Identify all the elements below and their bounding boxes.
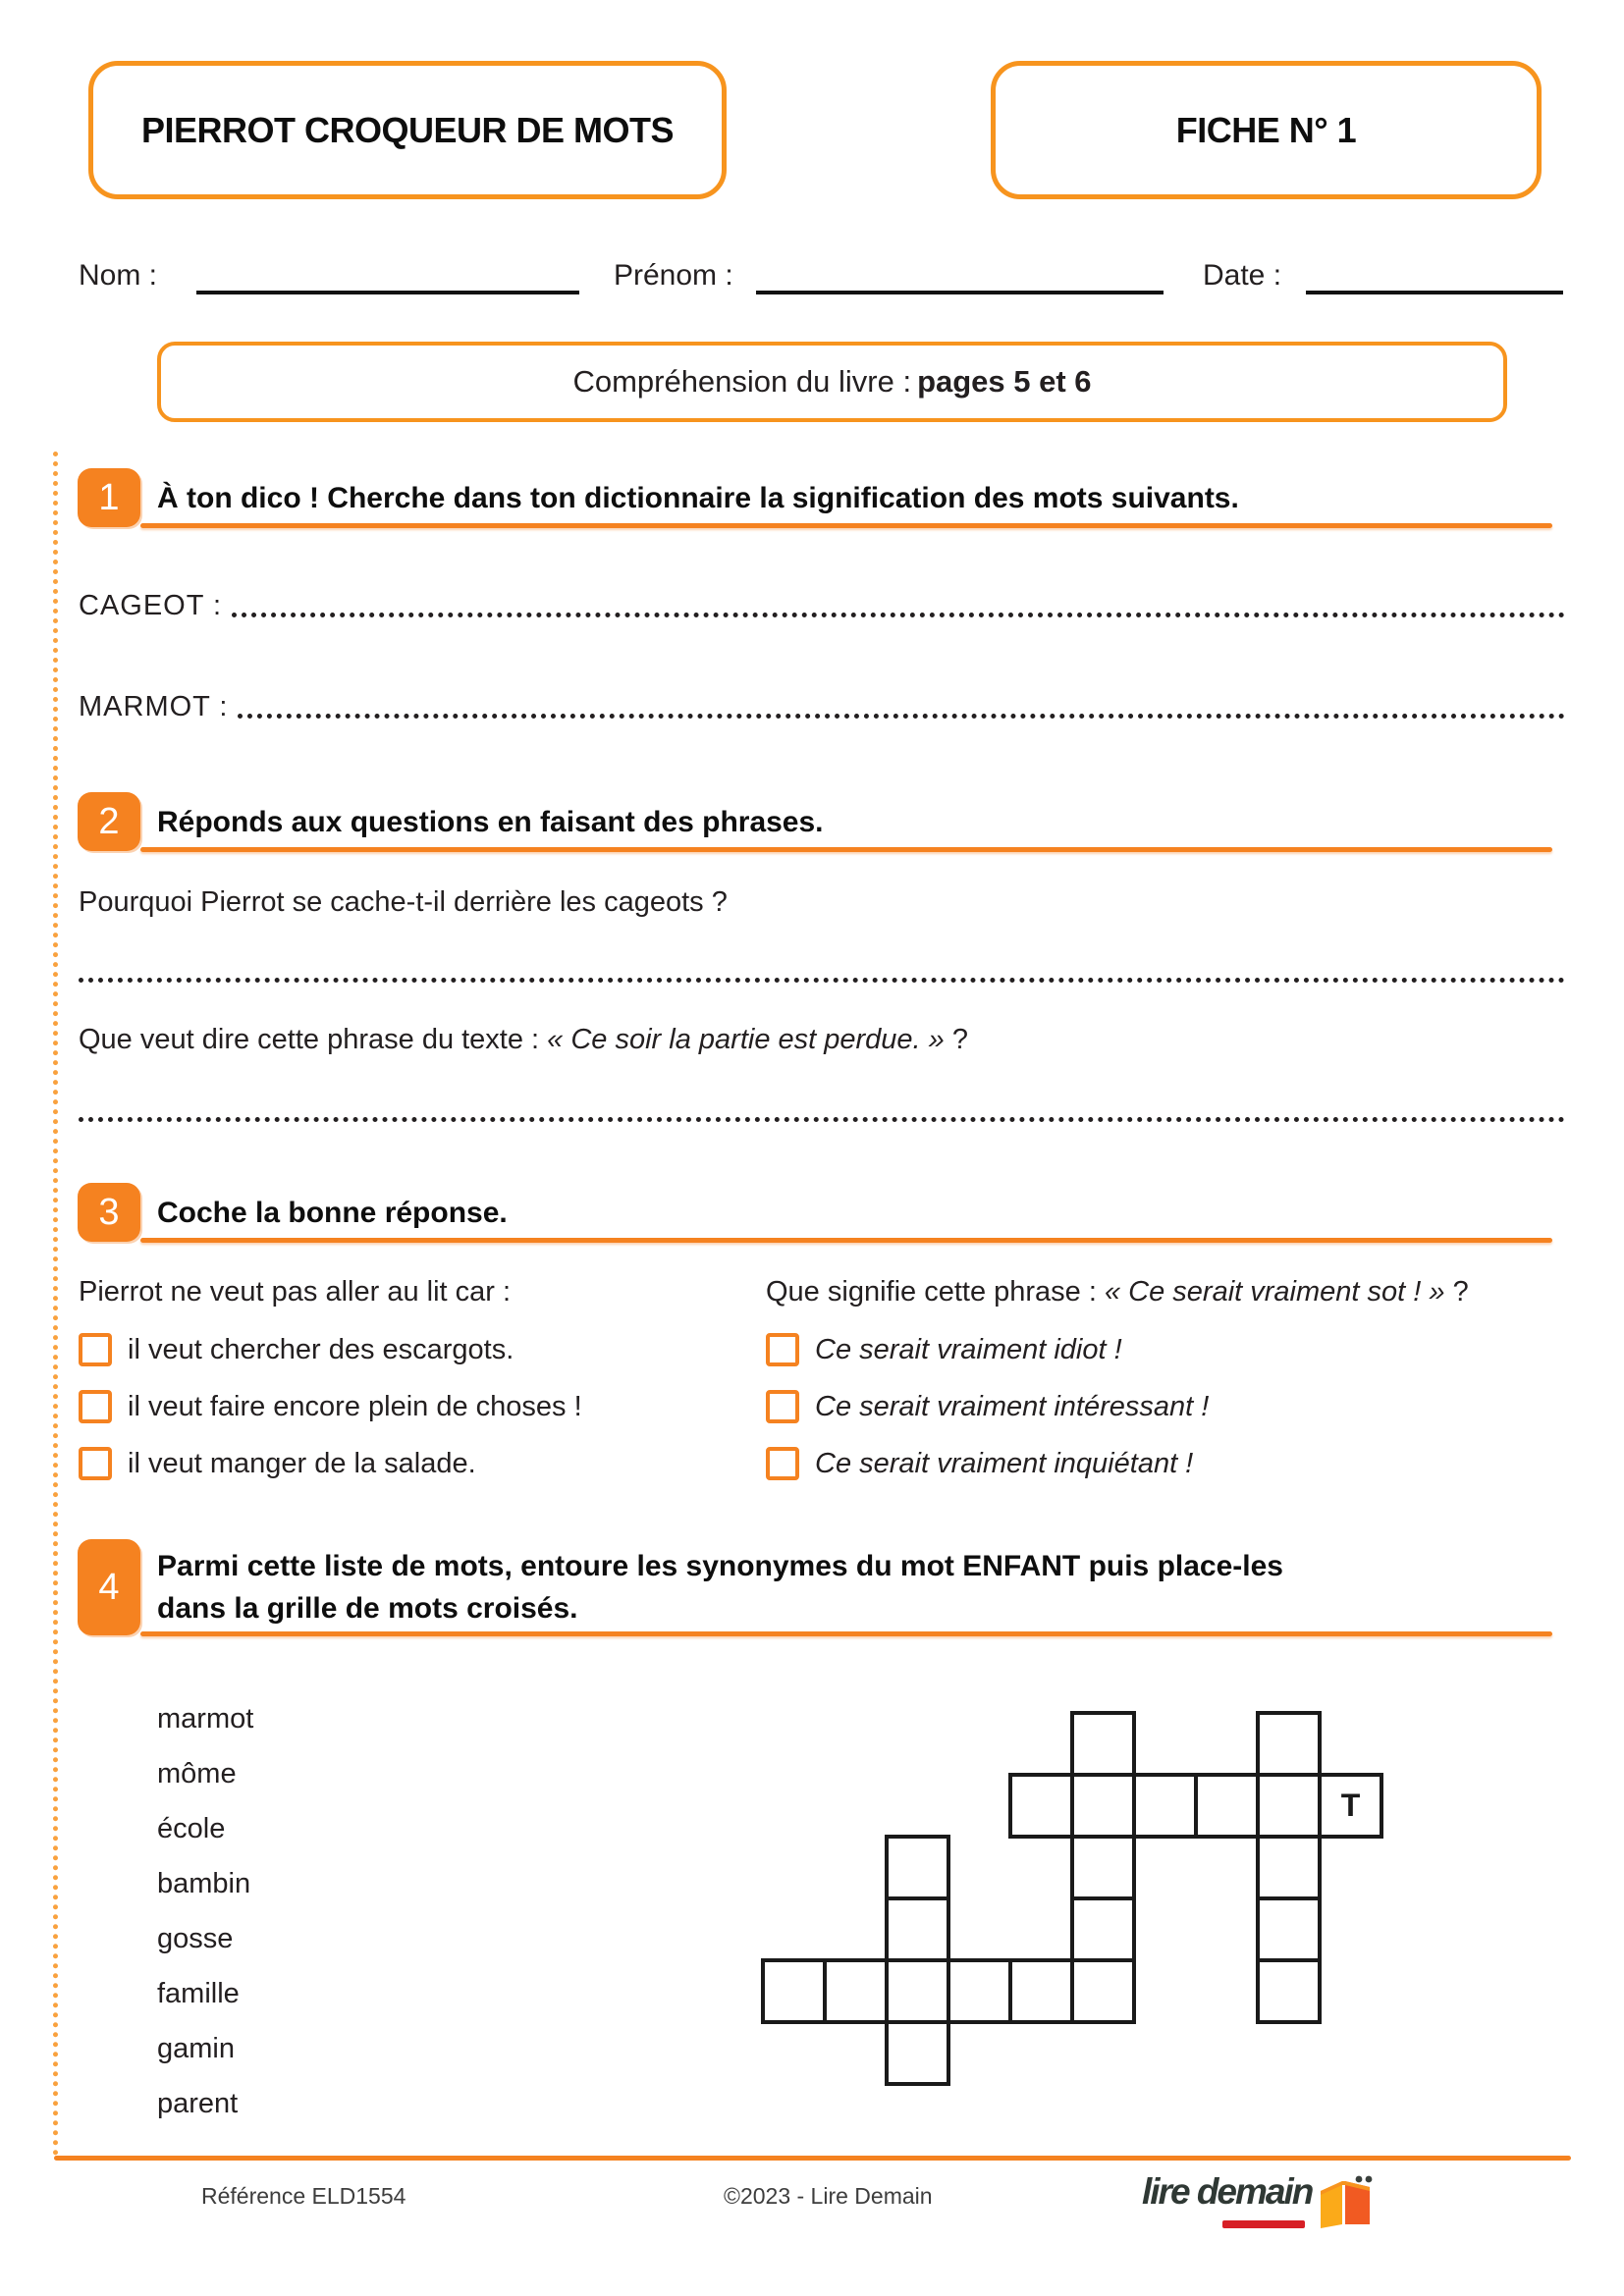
synonym-word: école xyxy=(157,1813,226,1844)
crossword-cell[interactable] xyxy=(1256,1773,1322,1839)
dictionary-word-label: MARMOT : xyxy=(79,691,229,722)
crossword-cell[interactable] xyxy=(885,1958,950,2024)
synonym-word: gamin xyxy=(157,2033,235,2064)
nom-label: Nom : xyxy=(79,259,158,292)
crossword-cell[interactable] xyxy=(1256,1711,1322,1777)
section-2-underline xyxy=(140,847,1552,852)
prenom-field[interactable] xyxy=(756,259,1164,294)
crossword-cell-prefilled[interactable]: T xyxy=(1318,1773,1383,1839)
mcq-option-label: Ce serait vraiment inquiétant ! xyxy=(815,1447,1194,1479)
mcq-right-prompt-prefix: Que signifie cette phrase : xyxy=(766,1276,1105,1308)
crossword-cell[interactable] xyxy=(1256,1835,1322,1900)
mcq-option-row xyxy=(766,1447,1565,1480)
crossword-cell[interactable] xyxy=(761,1958,827,2024)
identity-row xyxy=(79,259,1565,298)
crossword-cell[interactable] xyxy=(1070,1896,1136,1962)
open-book-icon xyxy=(1315,2175,1376,2230)
banner-pages: pages 5 et 6 xyxy=(917,364,1092,399)
section-4-number-badge: 4 xyxy=(78,1539,140,1635)
section-4-title-line1: Parmi cette liste de mots, entoure les synonymes du mot ENFANT puis place-les xyxy=(157,1550,1283,1582)
synonym-word-list xyxy=(157,1691,253,2131)
dict-rows xyxy=(79,587,1565,754)
checkbox[interactable] xyxy=(79,1390,112,1423)
mcq-option-label: il veut manger de la salade. xyxy=(128,1447,476,1479)
date-field[interactable] xyxy=(1306,259,1563,294)
dotted-answer-line[interactable] xyxy=(79,1117,1565,1122)
mcq-option-label: il veut chercher des escargots. xyxy=(128,1333,514,1365)
mcq-right-prompt-suffix: ? xyxy=(1444,1276,1469,1308)
section-3-underline xyxy=(140,1238,1552,1243)
footer-copyright: ©2023 - Lire Demain xyxy=(724,2183,933,2209)
crossword-grid xyxy=(761,1711,1389,2092)
banner-text: Compréhension du livre : xyxy=(572,364,912,399)
nom-field[interactable] xyxy=(196,259,579,294)
section-4-underline xyxy=(140,1631,1552,1636)
mcq-option-row xyxy=(766,1333,1565,1366)
mcq-right-options xyxy=(766,1333,1565,1480)
section-2-header xyxy=(78,792,1565,852)
synonym-word: marmot xyxy=(157,1703,254,1735)
dictionary-word-row xyxy=(79,587,1565,622)
crossword-cell[interactable] xyxy=(1070,1835,1136,1900)
section-1-number-badge: 1 xyxy=(78,468,140,527)
crossword-cell[interactable] xyxy=(1008,1773,1074,1839)
mcq-option-label: il veut faire encore plein de choses ! xyxy=(128,1390,582,1422)
mcq-left-prompt: Pierrot ne veut pas aller au lit car : xyxy=(79,1276,512,1308)
lire-demain-logo xyxy=(1142,2169,1389,2232)
prenom-label: Prénom : xyxy=(614,259,733,292)
synonym-word: môme xyxy=(157,1758,237,1789)
footer-divider xyxy=(54,2156,1571,2161)
crossword-cell[interactable] xyxy=(885,1896,950,1962)
question-1: Pourquoi Pierrot se cache-t-il derrière les cageots ? xyxy=(79,886,728,918)
checkbox[interactable] xyxy=(766,1333,799,1366)
section-2-number-badge: 2 xyxy=(78,792,140,851)
crossword-cell[interactable] xyxy=(947,1958,1012,2024)
checkbox[interactable] xyxy=(766,1390,799,1423)
fiche-number-box xyxy=(991,61,1542,199)
mcq-option-row xyxy=(79,1333,717,1366)
crossword-cell[interactable] xyxy=(1070,1773,1136,1839)
checkbox[interactable] xyxy=(79,1333,112,1366)
section-3-number-badge: 3 xyxy=(78,1183,140,1242)
section-1-title: À ton dico ! Cherche dans ton dictionnaire la signification des mots suivants. xyxy=(157,482,1239,514)
crossword-cell[interactable] xyxy=(1194,1773,1260,1839)
crossword-cell[interactable] xyxy=(1070,1711,1136,1777)
crossword-cell[interactable] xyxy=(823,1958,889,2024)
synonym-word: famille xyxy=(157,1978,240,2009)
crossword-cell[interactable] xyxy=(885,1835,950,1900)
crossword-cell[interactable] xyxy=(1008,1958,1074,2024)
section-1-underline xyxy=(140,523,1552,528)
worksheet-title: PIERROT CROQUEUR DE MOTS xyxy=(140,109,675,150)
section-1-header xyxy=(78,468,1565,528)
footer-reference: Référence ELD1554 xyxy=(201,2183,406,2209)
mcq-option-row xyxy=(79,1390,717,1423)
worksheet-title-box xyxy=(88,61,727,199)
section-3-header xyxy=(78,1183,1565,1243)
mcq-option-row xyxy=(79,1447,717,1480)
crossword-cell[interactable] xyxy=(885,2020,950,2086)
mcq-right-prompt-quote: « Ce serait vraiment sot ! » xyxy=(1104,1276,1445,1308)
mcq-option-label: Ce serait vraiment intéressant ! xyxy=(815,1390,1210,1422)
crossword-cell[interactable] xyxy=(1132,1773,1198,1839)
checkbox[interactable] xyxy=(79,1447,112,1480)
lire-demain-logo-text: lire demain xyxy=(1142,2171,1313,2212)
dotted-answer-line[interactable] xyxy=(79,978,1565,983)
logo-tagline-red xyxy=(1222,2220,1305,2228)
crossword-cell[interactable] xyxy=(1070,1958,1136,2024)
left-dotted-margin xyxy=(53,452,58,2157)
question-2 xyxy=(79,1024,968,1056)
crossword-cell[interactable] xyxy=(1256,1958,1322,2024)
mcq-option-label: Ce serait vraiment idiot ! xyxy=(815,1333,1122,1365)
mcq-right-prompt xyxy=(766,1276,1565,1309)
synonym-word: bambin xyxy=(157,1868,251,1899)
section-3-title: Coche la bonne réponse. xyxy=(157,1197,508,1229)
question-2-prefix: Que veut dire cette phrase du texte : xyxy=(79,1024,548,1055)
dotted-answer-line[interactable] xyxy=(238,714,1565,719)
section-2-title: Réponds aux questions en faisant des phrases. xyxy=(157,806,824,838)
mcq-left-column xyxy=(79,1276,717,1480)
section-4-title-line2: dans la grille de mots croisés. xyxy=(157,1592,578,1625)
mcq-option-row xyxy=(766,1390,1565,1423)
mcq-left-options xyxy=(79,1333,717,1480)
synonym-word: gosse xyxy=(157,1923,234,1954)
checkbox[interactable] xyxy=(766,1447,799,1480)
fiche-number: FICHE N° 1 xyxy=(1175,109,1357,150)
dictionary-word-row xyxy=(79,688,1565,723)
comprehension-banner xyxy=(157,342,1507,422)
dotted-answer-line[interactable] xyxy=(232,613,1565,617)
question-2-suffix: ? xyxy=(944,1024,968,1055)
date-label: Date : xyxy=(1203,259,1282,292)
section-4-header xyxy=(78,1539,1565,1636)
crossword-cell[interactable] xyxy=(1256,1896,1322,1962)
section-4-title xyxy=(157,1545,1283,1629)
question-2-quote: « Ce soir la partie est perdue. » xyxy=(547,1024,945,1055)
dictionary-word-label: CAGEOT : xyxy=(79,590,223,621)
mcq-right-column xyxy=(766,1276,1565,1480)
synonym-word: parent xyxy=(157,2088,239,2119)
